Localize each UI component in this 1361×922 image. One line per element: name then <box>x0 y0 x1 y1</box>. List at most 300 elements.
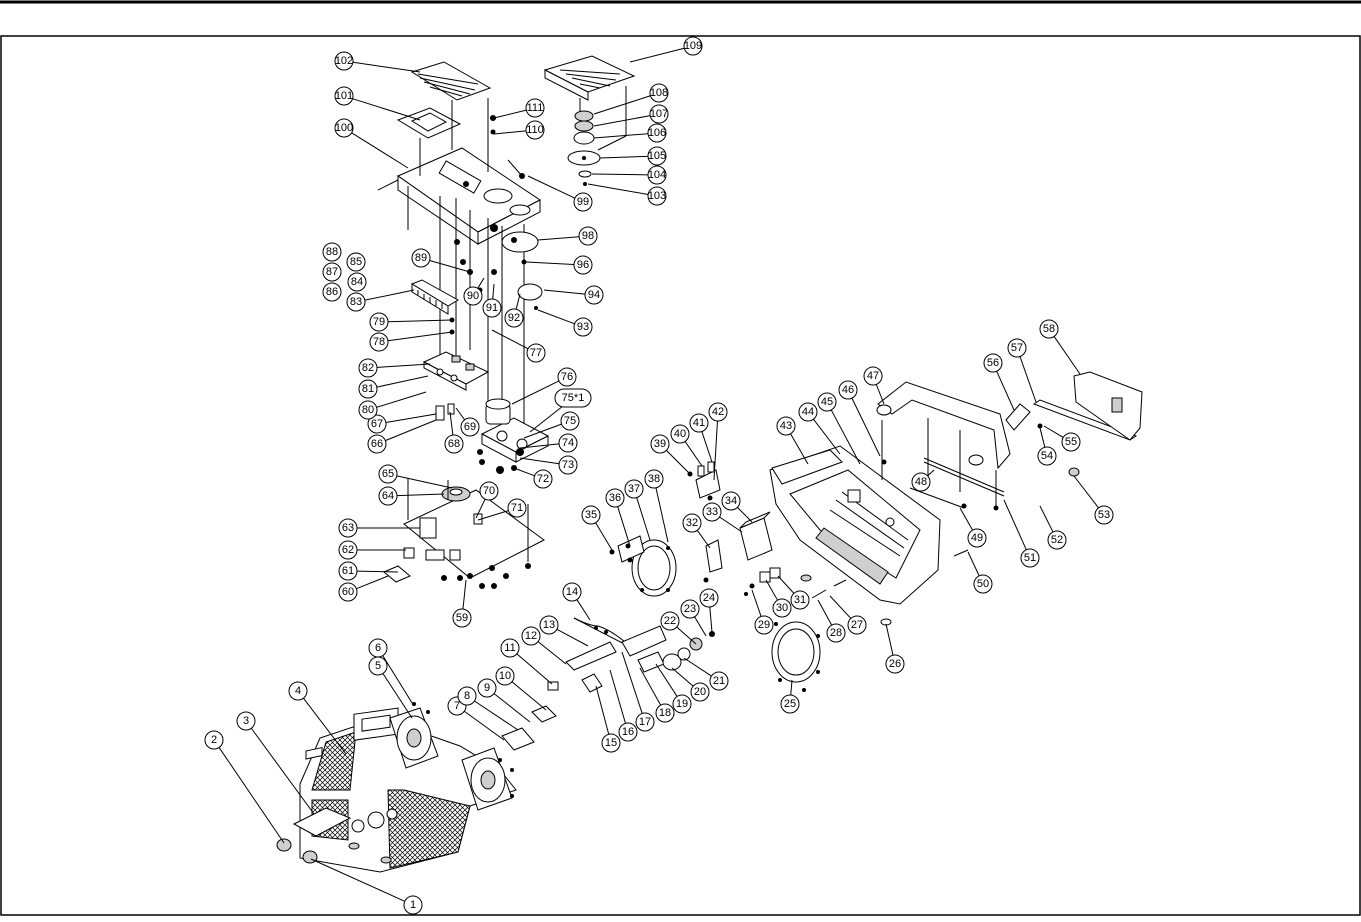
callout-label-102: 102 <box>334 55 354 67</box>
callout-99 <box>574 193 592 211</box>
callout-label-27: 27 <box>850 619 864 631</box>
callout-16 <box>619 723 637 741</box>
callout-label-75: 75 <box>563 415 577 427</box>
callout-label-22: 22 <box>663 615 677 627</box>
callout-70 <box>480 482 498 500</box>
callout-label-75x1: 75*1 <box>561 392 585 404</box>
callout-label-53: 53 <box>1097 509 1111 521</box>
callout-label-32: 32 <box>685 517 699 529</box>
callout-label-99: 99 <box>576 196 590 208</box>
callout-label-24: 24 <box>702 592 716 604</box>
callout-21 <box>710 672 728 690</box>
callout-56 <box>984 354 1002 372</box>
callout-label-67: 67 <box>370 418 384 430</box>
callout-leader-23 <box>695 617 706 636</box>
callout-110 <box>526 121 544 139</box>
callout-leader-79 <box>388 320 452 322</box>
callout-86 <box>323 283 341 301</box>
callout-79 <box>370 313 388 331</box>
callout-label-34: 34 <box>724 495 738 507</box>
callout-leader-107 <box>594 116 650 126</box>
callout-leader-16 <box>610 670 625 723</box>
callout-label-85: 85 <box>349 256 363 268</box>
callout-label-15: 15 <box>604 737 618 749</box>
callout-leader-99 <box>528 176 575 198</box>
callout-leader-14 <box>577 600 590 620</box>
callout-label-42: 42 <box>711 406 725 418</box>
callout-104 <box>648 166 666 184</box>
callout-label-25: 25 <box>783 698 797 710</box>
callout-label-26: 26 <box>888 658 902 670</box>
callout-label-23: 23 <box>683 603 697 615</box>
callout-90 <box>464 287 482 305</box>
callout-leader-54 <box>1040 428 1045 447</box>
callout-leader-81 <box>377 376 428 387</box>
callout-label-4: 4 <box>294 685 302 697</box>
callout-85 <box>347 253 365 271</box>
callout-leader-22 <box>677 627 696 644</box>
callout-leader-100 <box>352 133 408 168</box>
callout-label-84: 84 <box>350 276 364 288</box>
callout-leader-59 <box>463 580 466 609</box>
callout-20 <box>691 683 709 701</box>
callout-leader-57 <box>1020 356 1036 402</box>
main-pcb-assembly <box>381 478 544 589</box>
callout-81 <box>359 380 377 398</box>
callout-61 <box>339 562 357 580</box>
callout-leader-34 <box>737 507 752 522</box>
callout-31 <box>791 591 809 609</box>
callout-103 <box>648 187 666 205</box>
callout-label-54: 54 <box>1040 450 1054 462</box>
callout-label-61: 61 <box>341 565 355 577</box>
callout-102 <box>335 52 353 70</box>
callout-18 <box>656 704 674 722</box>
callout-leader-11 <box>517 654 552 684</box>
callout-label-59: 59 <box>455 612 469 624</box>
callout-leader-52 <box>1040 506 1053 532</box>
callout-label-18: 18 <box>658 707 672 719</box>
callout-label-55: 55 <box>1064 436 1078 448</box>
callout-label-36: 36 <box>608 492 622 504</box>
callout-label-100: 100 <box>334 122 354 134</box>
callout-50 <box>974 575 992 593</box>
callout-leader-49 <box>960 508 973 530</box>
callout-96 <box>574 256 592 274</box>
callout-leader-39 <box>666 450 690 474</box>
callout-107 <box>650 105 668 123</box>
callout-100 <box>335 119 353 137</box>
callout-37 <box>625 480 643 498</box>
callout-label-20: 20 <box>693 686 707 698</box>
callout-32 <box>683 514 701 532</box>
callout-label-69: 69 <box>463 421 477 433</box>
callout-label-46: 46 <box>841 384 855 396</box>
callout-label-37: 37 <box>627 483 641 495</box>
callout-12 <box>522 627 540 645</box>
callout-52 <box>1048 531 1066 549</box>
callout-42 <box>709 403 727 421</box>
callout-label-76: 76 <box>560 371 574 383</box>
callout-leader-35 <box>596 523 612 550</box>
callout-leader-72 <box>514 468 535 476</box>
callout-38 <box>645 470 663 488</box>
callout-label-98: 98 <box>581 230 595 242</box>
top-lid-assembly <box>378 62 543 450</box>
callout-leader-68 <box>450 412 453 435</box>
callout-label-47: 47 <box>866 370 880 382</box>
callout-14 <box>563 583 581 601</box>
callout-label-29: 29 <box>757 619 771 631</box>
callout-26 <box>886 655 904 673</box>
callout-30 <box>773 599 791 617</box>
callout-leader-103 <box>588 184 648 194</box>
callout-label-93: 93 <box>576 321 590 333</box>
callout-label-48: 48 <box>914 476 928 488</box>
callout-leader-28 <box>818 600 832 625</box>
callout-label-56: 56 <box>986 357 1000 369</box>
callout-label-35: 35 <box>584 509 598 521</box>
callout-leader-110 <box>494 131 526 134</box>
callout-34 <box>722 492 740 510</box>
callout-leader-20 <box>672 668 693 686</box>
callout-108 <box>650 84 668 102</box>
callout-label-71: 71 <box>510 502 524 514</box>
callout-label-63: 63 <box>341 522 355 534</box>
callout-8 <box>458 687 476 705</box>
callout-label-60: 60 <box>341 586 355 598</box>
callout-75 <box>561 412 579 430</box>
callout-leader-31 <box>778 576 794 593</box>
callout-69 <box>461 418 479 436</box>
callout-leader-104 <box>592 174 648 175</box>
callout-label-108: 108 <box>649 87 669 99</box>
callout-leader-94 <box>544 290 585 294</box>
callout-leader-29 <box>752 590 761 616</box>
callout-leader-90 <box>478 278 484 288</box>
callout-71 <box>508 499 526 517</box>
callout-leader-106 <box>594 134 648 138</box>
callout-leader-60 <box>356 576 388 589</box>
callout-leader-8 <box>474 701 518 730</box>
callout-106 <box>648 124 666 142</box>
callout-leader-40 <box>685 441 702 466</box>
callout-98 <box>579 227 597 245</box>
callout-39 <box>651 435 669 453</box>
callout-66 <box>368 435 386 453</box>
callout-78 <box>370 333 388 351</box>
callout-leader-33 <box>719 517 742 532</box>
callout-label-80: 80 <box>361 404 375 416</box>
callout-label-50: 50 <box>976 578 990 590</box>
callout-label-3: 3 <box>242 715 250 727</box>
callout-28 <box>827 624 845 642</box>
callout-49 <box>968 529 986 547</box>
callout-leader-64 <box>397 494 444 496</box>
callout-75x1 <box>555 389 591 407</box>
callout-leader-21 <box>684 658 711 676</box>
callout-25 <box>781 695 799 713</box>
callout-58 <box>1040 320 1058 338</box>
callout-label-105: 105 <box>647 150 667 162</box>
callout-60 <box>339 583 357 601</box>
callout-label-10: 10 <box>498 670 512 682</box>
callout-leader-25 <box>791 680 792 695</box>
callout-27 <box>848 616 866 634</box>
callout-4 <box>289 682 307 700</box>
callout-label-5: 5 <box>374 660 382 672</box>
callout-54 <box>1038 447 1056 465</box>
callout-leader-105 <box>600 156 648 158</box>
callout-51 <box>1021 549 1039 567</box>
callout-9 <box>478 679 496 697</box>
callout-45 <box>818 393 836 411</box>
callout-leader-93 <box>538 310 575 324</box>
callout-53 <box>1095 506 1113 524</box>
callout-leader-3 <box>251 728 314 814</box>
callout-label-1: 1 <box>409 899 417 911</box>
callout-89 <box>412 249 430 267</box>
callout-leader-12 <box>538 642 566 664</box>
callout-label-52: 52 <box>1050 534 1064 546</box>
callout-5 <box>369 657 387 675</box>
callout-label-79: 79 <box>372 316 386 328</box>
callout-leader-10 <box>512 682 546 710</box>
callout-22 <box>661 612 679 630</box>
callout-label-30: 30 <box>775 602 789 614</box>
callout-leader-41 <box>702 432 712 462</box>
callout-82 <box>359 359 377 377</box>
callout-label-2: 2 <box>210 734 218 746</box>
callout-leader-7 <box>464 711 504 740</box>
callout-label-6: 6 <box>374 642 382 654</box>
callout-label-111: 111 <box>526 102 544 114</box>
callout-leader-66 <box>385 420 436 441</box>
callout-label-57: 57 <box>1010 342 1024 354</box>
callout-3 <box>237 712 255 730</box>
callout-label-107: 107 <box>649 108 669 120</box>
callout-leader-24 <box>710 607 712 632</box>
callout-label-17: 17 <box>638 716 652 728</box>
callout-105 <box>648 147 666 165</box>
callout-leader-48 <box>928 470 934 476</box>
callout-leader-82 <box>377 364 430 367</box>
callout-label-12: 12 <box>524 630 538 642</box>
callout-label-106: 106 <box>647 127 667 139</box>
callout-label-51: 51 <box>1023 552 1037 564</box>
callout-91 <box>483 299 501 317</box>
callout-leader-55 <box>1044 426 1063 437</box>
callout-leader-65 <box>397 476 452 488</box>
callout-93 <box>574 318 592 336</box>
callout-leader-58 <box>1054 336 1080 374</box>
callout-23 <box>681 600 699 618</box>
callout-48 <box>912 473 930 491</box>
callout-label-21: 21 <box>712 675 726 687</box>
callout-46 <box>839 381 857 399</box>
callout-77 <box>527 344 545 362</box>
callout-leader-46 <box>852 398 880 456</box>
callout-40 <box>671 425 689 443</box>
callout-label-68: 68 <box>447 438 461 450</box>
callout-59 <box>453 609 471 627</box>
callout-leader-51 <box>1004 500 1026 550</box>
callout-leader-73 <box>520 458 559 464</box>
callout-label-38: 38 <box>647 473 661 485</box>
callout-label-96: 96 <box>576 259 590 271</box>
callout-label-64: 64 <box>381 490 395 502</box>
callout-leader-36 <box>618 507 630 546</box>
callout-label-110: 110 <box>526 124 544 136</box>
callout-label-104: 104 <box>647 169 667 181</box>
callout-leader-98 <box>538 237 579 240</box>
callout-label-19: 19 <box>675 698 689 710</box>
callout-label-91: 91 <box>485 302 499 314</box>
callout-73 <box>559 456 577 474</box>
callout-label-8: 8 <box>463 690 471 702</box>
callout-leader-69 <box>456 408 465 420</box>
callout-55 <box>1062 433 1080 451</box>
callout-label-92: 92 <box>507 312 521 324</box>
callout-24 <box>700 589 718 607</box>
callout-label-74: 74 <box>561 437 575 449</box>
callout-label-45: 45 <box>820 396 834 408</box>
callout-label-101: 101 <box>334 90 354 102</box>
callout-6 <box>369 639 387 657</box>
callout-leader-44 <box>813 419 840 454</box>
callout-74 <box>559 434 577 452</box>
callout-80 <box>359 401 377 419</box>
callout-label-70: 70 <box>482 485 496 497</box>
callout-leader-102 <box>353 62 420 72</box>
callout-label-83: 83 <box>349 296 363 308</box>
callout-29 <box>755 616 773 634</box>
callout-label-66: 66 <box>370 438 384 450</box>
callout-label-9: 9 <box>483 682 491 694</box>
callout-label-94: 94 <box>587 289 601 301</box>
callout-leader-92 <box>516 294 520 309</box>
callout-64 <box>379 487 397 505</box>
callout-2 <box>205 731 223 749</box>
callout-label-11: 11 <box>504 642 516 654</box>
callout-101 <box>335 87 353 105</box>
callout-label-73: 73 <box>561 459 575 471</box>
callout-leader-18 <box>640 668 661 705</box>
callout-63 <box>339 519 357 537</box>
callout-92 <box>505 309 523 327</box>
callout-label-62: 62 <box>341 544 355 556</box>
callout-94 <box>585 286 603 304</box>
callout-label-7: 7 <box>453 700 461 712</box>
callout-label-40: 40 <box>673 428 687 440</box>
callout-72 <box>534 470 552 488</box>
callout-label-31: 31 <box>793 594 807 606</box>
callout-label-103: 103 <box>647 190 667 202</box>
callout-leader-80 <box>377 392 426 407</box>
callout-13 <box>540 616 558 634</box>
callout-leader-76 <box>512 381 559 404</box>
callout-leader-77 <box>492 330 528 349</box>
callout-43 <box>777 417 795 435</box>
callout-76 <box>558 368 576 386</box>
callout-leader-56 <box>997 371 1014 410</box>
callout-35 <box>582 506 600 524</box>
callout-leader-53 <box>1074 476 1099 508</box>
callout-19 <box>673 695 691 713</box>
callout-leader-108 <box>594 96 650 114</box>
callout-label-86: 86 <box>325 286 339 298</box>
callout-label-87: 87 <box>325 266 339 278</box>
cassette-mechanism <box>477 399 548 474</box>
callout-33 <box>703 503 721 521</box>
callout-label-90: 90 <box>466 290 480 302</box>
callout-leader-96 <box>526 262 574 265</box>
callout-label-72: 72 <box>536 473 550 485</box>
callout-leader-91 <box>493 284 494 299</box>
callout-leader-109 <box>630 48 684 62</box>
callout-leader-47 <box>876 384 884 404</box>
callout-57 <box>1008 339 1026 357</box>
callout-label-43: 43 <box>779 420 793 432</box>
callout-label-109: 109 <box>683 40 703 52</box>
callout-83 <box>347 293 365 311</box>
callout-label-33: 33 <box>705 506 719 518</box>
callout-label-39: 39 <box>653 438 667 450</box>
callout-label-28: 28 <box>829 627 843 639</box>
callout-leader-15 <box>596 686 609 734</box>
callout-41 <box>690 414 708 432</box>
callout-leader-13 <box>557 629 588 646</box>
callout-label-44: 44 <box>801 406 815 418</box>
callout-label-77: 77 <box>529 347 543 359</box>
callout-label-89: 89 <box>414 252 428 264</box>
callout-84 <box>348 273 366 291</box>
callout-47 <box>864 367 882 385</box>
callout-label-82: 82 <box>361 362 375 374</box>
callout-label-65: 65 <box>381 468 395 480</box>
callout-leader-27 <box>830 596 851 618</box>
frame-border <box>1 36 1360 915</box>
callout-44 <box>799 403 817 421</box>
callout-68 <box>445 435 463 453</box>
callout-109 <box>684 37 702 55</box>
callout-leader-32 <box>697 530 710 548</box>
callout-111 <box>526 99 544 117</box>
callout-17 <box>636 713 654 731</box>
callout-leader-75x1 <box>530 404 566 432</box>
callout-1 <box>404 896 422 914</box>
callout-leader-83 <box>365 290 414 300</box>
callout-label-41: 41 <box>692 417 706 429</box>
callout-leader-78 <box>388 332 452 341</box>
callout-label-58: 58 <box>1042 323 1056 335</box>
callout-leader-30 <box>766 580 778 600</box>
callout-leader-2 <box>219 747 284 843</box>
callout-65 <box>379 465 397 483</box>
callout-label-16: 16 <box>621 726 635 738</box>
callout-88 <box>323 243 341 261</box>
callout-leader-111 <box>494 110 526 118</box>
callout-36 <box>606 489 624 507</box>
callout-label-78: 78 <box>372 336 386 348</box>
callout-10 <box>496 667 514 685</box>
callout-62 <box>339 541 357 559</box>
callout-leader-67 <box>386 414 436 422</box>
callout-leader-101 <box>353 99 420 120</box>
callout-leader-37 <box>637 498 650 540</box>
callout-leader-38 <box>656 488 668 542</box>
callout-11 <box>501 639 519 657</box>
